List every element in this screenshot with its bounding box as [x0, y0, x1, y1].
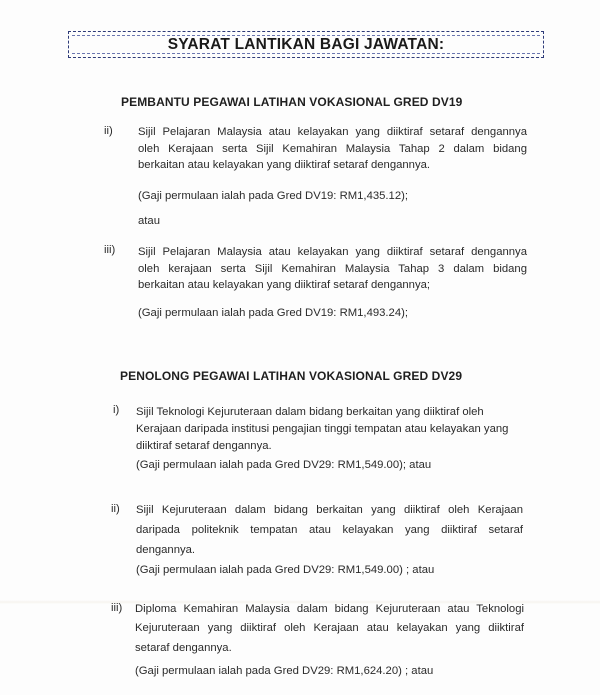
page-title: SYARAT LANTIKAN BAGI JAWATAN:	[167, 36, 445, 53]
salary-note: (Gaji permulaan ialah pada Gred DV29: RM1,549.00) ; atau	[136, 564, 435, 576]
item-text-line: daripada politeknik tempatan atau kelayakan yang diiktiraf setaraf	[136, 524, 523, 536]
salary-note: (Gaji permulaan ialah pada Gred DV29: RM1,624.20) ; atau	[135, 665, 434, 677]
item-number: iii)	[104, 244, 116, 256]
item-text-line: Sijil Kejuruteraan dalam bidang berkaitan yang diiktiraf oleh Kerajaan	[136, 504, 523, 516]
item-number: ii)	[104, 125, 113, 137]
item-text-line: oleh Kerajaan serta Sijil Kemahiran Malaysia Tahap 2 dalam bidang	[138, 143, 527, 155]
item-text-line: dengannya.	[136, 544, 196, 556]
item-text-line: diiktiraf setaraf dengannya.	[136, 440, 272, 452]
item-text-line: Sijil Pelajaran Malaysia atau kelayakan yang diiktiraf setaraf dengannya	[138, 246, 527, 258]
salary-note: (Gaji permulaan ialah pada Gred DV19: RM1,493.24);	[138, 307, 409, 319]
section2-heading: PENOLONG PEGAWAI LATIHAN VOKASIONAL GRED DV29	[120, 369, 463, 383]
salary-note: (Gaji permulaan ialah pada Gred DV19: RM1,435.12);	[138, 190, 409, 202]
item-text-line: setaraf dengannya.	[135, 642, 232, 654]
item-text-line: berkaitan atau kelayakan yang diiktiraf setaraf dengannya;	[138, 279, 431, 291]
salary-note: (Gaji permulaan ialah pada Gred DV29: RM1,549.00); atau	[136, 459, 432, 471]
item-number: iii)	[111, 602, 123, 614]
item-number: ii)	[111, 503, 120, 515]
item-text-line: oleh kerajaan serta Sijil Kemahiran Malaysia Tahap 3 dalam bidang	[138, 263, 527, 275]
item-text-line: Sijil Teknologi Kejuruteraan dalam bidang berkaitan yang diiktiraf oleh	[136, 406, 484, 418]
item-text-line: Diploma Kemahiran Malaysia dalam bidang Kejuruteraan atau Teknologi	[135, 603, 524, 615]
item-text-line: Sijil Pelajaran Malaysia atau kelayakan yang diiktiraf setaraf dengannya	[138, 126, 527, 138]
title-box	[68, 31, 544, 58]
item-text-line: Kejuruteraan yang diiktiraf oleh Kerajaan atau kelayakan yang diiktiraf	[135, 622, 524, 634]
item-text-line: berkaitan atau kelayakan yang diiktiraf setaraf dengannya.	[138, 159, 431, 171]
atau-separator: atau	[138, 215, 160, 227]
item-text-line: Kerajaan daripada institusi pengajian tinggi tempatan atau kelayakan yang	[136, 423, 509, 435]
section1-heading: PEMBANTU PEGAWAI LATIHAN VOKASIONAL GRED DV19	[121, 95, 463, 109]
item-number: i)	[113, 404, 120, 416]
